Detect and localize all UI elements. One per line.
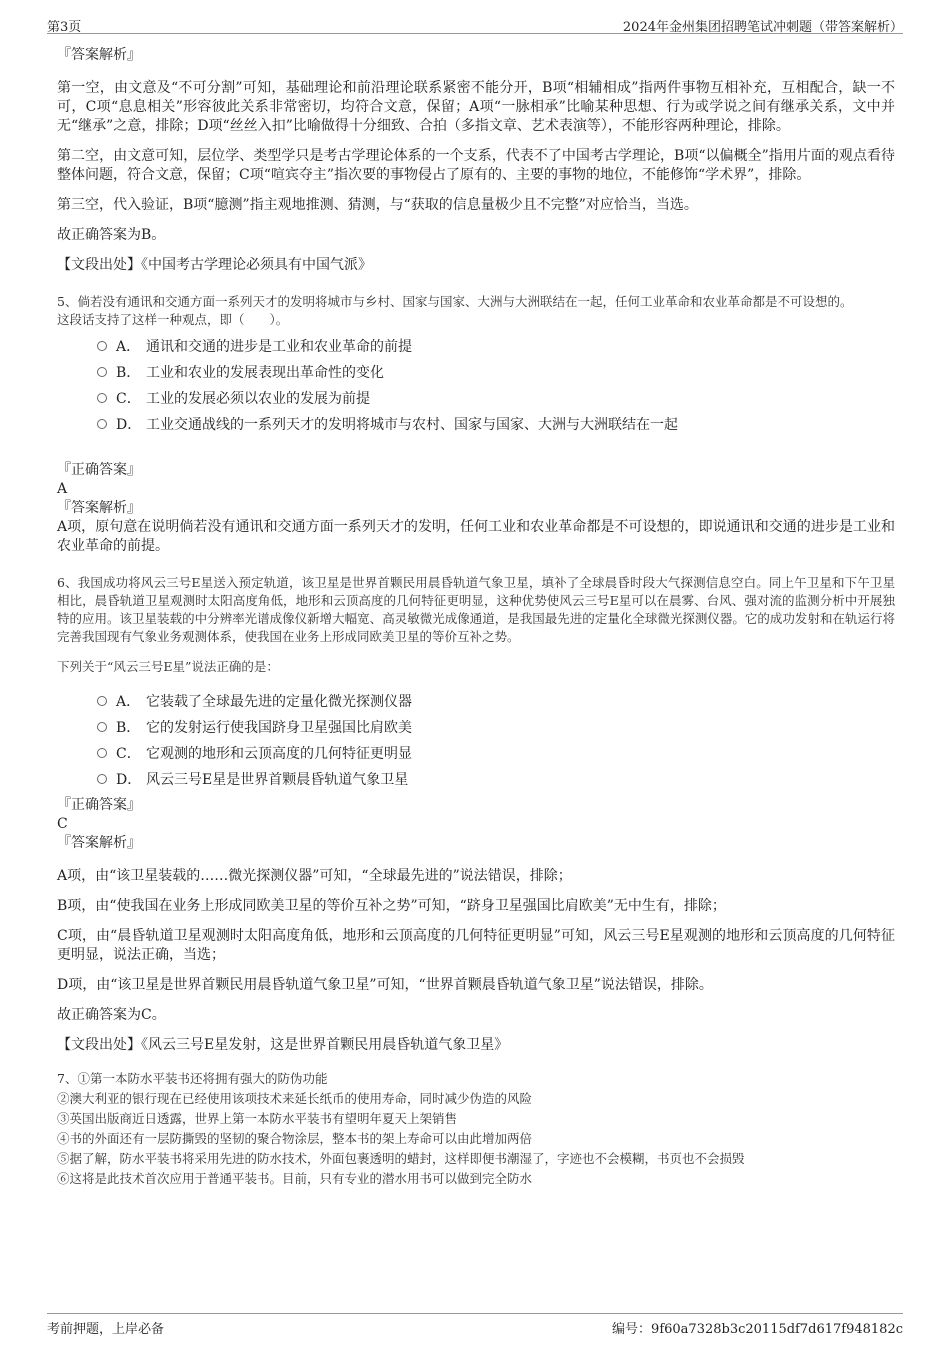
radio-button[interactable]	[97, 748, 107, 758]
document-title: 2024年金州集团招聘笔试冲刺题（带答案解析）	[622, 20, 903, 35]
q6-source: 【文段出处】《风云三号E星发射，这是世界首颗民用晨昏轨道气象卫星》	[57, 1037, 509, 1053]
q5-option-b[interactable]: B． 工业和农业的发展表现出革命性的变化	[97, 359, 895, 385]
radio-button[interactable]	[97, 419, 107, 429]
q5-analysis-label: 『答案解析』	[57, 500, 141, 516]
q6-answer: C	[57, 816, 68, 832]
q7-sentence: ④书的外面还有一层防撕毁的坚韧的聚合物涂层，整本书的架上寿命可以由此增加两倍	[57, 1131, 533, 1146]
q7-sentence: ⑥这将是此技术首次应用于普通平装书。目前，只有专业的潜水用书可以做到完全防水	[57, 1171, 533, 1186]
q6-options	[97, 688, 895, 792]
document-body	[57, 46, 895, 1189]
q5-option-d[interactable]: D． 工业交通战线的一系列天才的发明将城市与农村、国家与国家、大洲与大洲联结在一起	[97, 411, 895, 437]
q6-stem: 6、我国成功将风云三号E星送入预定轨道，该卫星是世界首颗民用晨昏轨道气象卫星，填补了全球晨昏时段大气探测信息空白。同上午卫星和下午卫星相比，晨昏轨道卫星观测时太阳高度角低，地形和云顶高度的几何特征更明显，这种优势使风云三号E星可以在晨雾、台风、强对流的监测分析中开展独特的应用。该卫星装载的中分辨率光谱成像仪新增大幅宽、高灵敏微光成像通道，是我国最先进的定量化全球微光探测仪器。它的成功发射和在轨运行将完善我国现有气象业务观测体系，使我国在业务上形成同欧美卫星的等价互补之势。	[57, 575, 895, 644]
radio-button[interactable]	[97, 393, 107, 403]
q5-options	[97, 333, 895, 437]
q6-option-b[interactable]: B． 它的发射运行使我国跻身卫星强国比肩欧美	[97, 714, 895, 740]
q5-analysis: A项，原句意在说明倘若没有通讯和交通方面一系列天才的发明，任何工业和农业革命都是不可设想的，即说通讯和交通的进步是工业和农业革命的前提。	[57, 519, 895, 554]
q5-stem: 5、倘若没有通讯和交通方面一系列天才的发明将城市与乡村、国家与国家、大洲与大洲联结在一起，任何工业革命和农业革命都是不可设想的。	[57, 294, 853, 309]
footer-slogan: 考前押题，上岸必备	[47, 1322, 165, 1337]
q6-option-a[interactable]: A． 它装载了全球最先进的定量化微光探测仪器	[97, 688, 895, 714]
q5-answer: A	[57, 481, 68, 497]
q6-option-c[interactable]: C． 它观测的地形和云顶高度的几何特征更明显	[97, 740, 895, 766]
q5-option-a[interactable]: A． 通讯和交通的进步是工业和农业革命的前提	[97, 333, 895, 359]
radio-button[interactable]	[97, 341, 107, 351]
q5-option-c[interactable]: C． 工业的发展必须以农业的发展为前提	[97, 385, 895, 411]
q6-answer-label: 『正确答案』	[57, 797, 141, 813]
q6-conclusion: 故正确答案为C。	[57, 1007, 166, 1023]
document-id: 编号：9f60a7328b3c20115df7d617f948182c	[612, 1322, 903, 1337]
page-footer	[47, 1313, 903, 1335]
q7-sentence: ⑤据了解，防水平装书将采用先进的防水技术，外面包裹透明的蜡封，这样即便书潮湿了，字迹也不会模糊，书页也不会损毁	[57, 1151, 745, 1166]
q6-option-d[interactable]: D． 风云三号E星是世界首颗晨昏轨道气象卫星	[97, 766, 895, 792]
radio-button[interactable]	[97, 722, 107, 732]
q6-prompt: 下列关于“风云三号E星”说法正确的是：	[57, 659, 279, 674]
q4-analysis-label: 『答案解析』	[57, 47, 141, 63]
q5-answer-label: 『正确答案』	[57, 462, 141, 478]
q5-prompt: 这段话支持了这样一种观点，即（ ）。	[57, 312, 289, 327]
q4-analysis-paragraph: 第二空，由文意可知，层位学、类型学只是考古学理论体系的一个支系，代表不了中国考古学理论，B项“以偏概全”指用片面的观点看待整体问题，符合文意，保留；C项“喧宾夺主”指次要的事物侵占了原有的、主要的事物的地位，不能修饰“学术界”，排除。	[57, 148, 895, 183]
q6-analysis-paragraph: D项，由“该卫星是世界首颗民用晨昏轨道气象卫星”可知，“世界首颗晨昏轨道气象卫星”说法错误，排除。	[57, 977, 713, 993]
page-number: 第3页	[47, 20, 82, 35]
q4-analysis-paragraph: 第三空，代入验证，B项“臆测”指主观地推测、猜测，与“获取的信息量极少且不完整”对应恰当，当选。	[57, 197, 698, 213]
page-header	[47, 14, 903, 34]
q4-source: 【文段出处】《中国考古学理论必须具有中国气派》	[57, 257, 372, 273]
q6-analysis-label: 『答案解析』	[57, 835, 141, 851]
radio-button[interactable]	[97, 774, 107, 784]
q6-analysis-paragraph: B项，由“使我国在业务上形成同欧美卫星的等价互补之势”可知，“跻身卫星强国比肩欧美”无中生有，排除；	[57, 898, 726, 914]
q6-analysis-paragraph: A项，由“该卫星装载的……微光探测仪器”可知，“全球最先进的”说法错误，排除；	[57, 868, 572, 884]
radio-button[interactable]	[97, 367, 107, 377]
q7-block	[57, 1069, 895, 1189]
radio-button[interactable]	[97, 696, 107, 706]
q7-sentence: ③英国出版商近日透露，世界上第一本防水平装书有望明年夏天上架销售	[57, 1111, 458, 1126]
q6-analysis-paragraph: C项，由“晨昏轨道卫星观测时太阳高度角低，地形和云顶高度的几何特征更明显”可知，风云三号E星观测的地形和云顶高度的几何特征更明显，说法正确，当选；	[57, 928, 895, 963]
q7-sentence: 7、①第一本防水平装书还将拥有强大的防伪功能	[57, 1071, 328, 1086]
q7-sentence: ②澳大利亚的银行现在已经使用该项技术来延长纸币的使用寿命，同时减少伪造的风险	[57, 1091, 533, 1106]
q4-conclusion: 故正确答案为B。	[57, 227, 166, 243]
q4-analysis-paragraph: 第一空，由文意及“不可分割”可知，基础理论和前沿理论联系紧密不能分开，B项“相辅相成”指两件事物互相补充，互相配合，缺一不可，C项“息息相关”形容彼此关系非常密切，均符合文意，保留；A项“一脉相承”比喻某种思想、行为或学说之间有继承关系，文中并无“继承”之意，排除；D项“丝丝入扣”比喻做得十分细致、合拍（多指文章、艺术表演等），不能形容两种理论，排除。	[57, 80, 895, 134]
